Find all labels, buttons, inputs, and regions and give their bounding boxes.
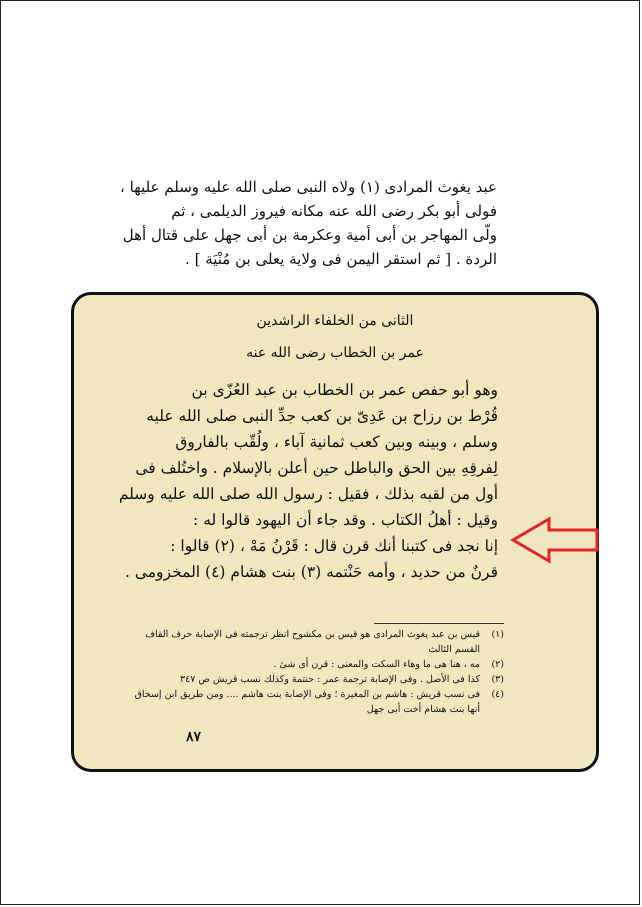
section-heading: الثانى من الخلفاء الراشدين [256,313,414,329]
body-line: وقيل : أهلُ الكتاب . وقد جاء أن اليهود قالوا له : [193,511,498,529]
body-line: وهو أبو حفص عمر بن الخطاب بن عبد العُزّى بن [191,381,498,399]
footnotes [134,627,504,717]
text-line: ولّى المهاجر بن أبى أمية وعكرمة بن أبى جهل على قتال أهل [122,226,497,244]
body-paragraph [118,377,498,585]
section-subheading: عمر بن الخطاب رضى الله عنه [246,345,424,361]
footnote-text: مه ، هنا هى ما وهاء السكت والمعنى : قرن أى شئ . [273,659,480,670]
body-line: قُرْط بن رزاح بن عَدِىّ بن كعب جدِّ النبى صلى الله عليه [146,407,498,425]
footnote [158,672,504,687]
text-line: الردة . [ ثم استقر اليمن فى ولاية يعلى بن مُنْيَة ] . [185,250,497,268]
text-line: فولى أبو بكر رضى الله عنه مكانه فيروز الديلمى ، ثم [171,202,497,220]
left-arrow-icon [509,515,601,565]
footnote [134,687,504,702]
text-line: عبد يغوث المرادى (١) ولاه النبى صلى الله عليه وسلم عليها ، [119,178,497,196]
footnote-text: كذا فى الأصل . وفى الإصابة ترجمة عمر : حنتمة وكذلك نسب قريش ص ٣٤٧ [180,674,480,685]
body-line: وسلم ، وبينه وبين كعب ثمانية آباء ، ولُقّب بالفاروق [175,433,498,451]
footnote-number: (١) [491,629,504,640]
footnote [145,627,504,642]
footnote-continuation: أنها بنت هشام أخت أبى جهل [366,704,480,715]
footnote-continuation: القسم الثالث [428,644,480,655]
footnote-text: قيس بن عبد يغوث المرادى هو قيس بن مكشوح انظر ترجمته فى الإصابة حرف القاف [145,629,480,640]
top-paragraph [119,175,497,271]
footnote-text: فى نسب قريش : هاشم بن المغيرة ؛ وفى الإصابة بنت هاشم .... ومن طريق ابن إسحاق [134,689,480,700]
footnote-number: (٣) [491,674,504,685]
footnote-divider [374,623,504,624]
body-line: قرنٌ من حديد ، وأمه حَنْتمه (٣) بنت هشام (٤) المخزومى . [124,563,498,581]
footnote [158,657,504,672]
page-number: ٨٧ [186,729,202,745]
body-line: إنا نجد فى كتبنا أنك قرن قال : قَرْنُ مَهْ ، (٢) قالوا : [170,537,498,555]
footnote-number: (٤) [491,689,504,700]
body-line: أول من لقبه بذلك ، فقيل : رسول الله صلى الله عليه وسلم [118,485,498,503]
footnote-number: (٢) [491,659,504,670]
body-line: لِفرقِهِ بين الحق والباطل حين أعلن بالإسلام . واختُلف فى [135,459,498,477]
